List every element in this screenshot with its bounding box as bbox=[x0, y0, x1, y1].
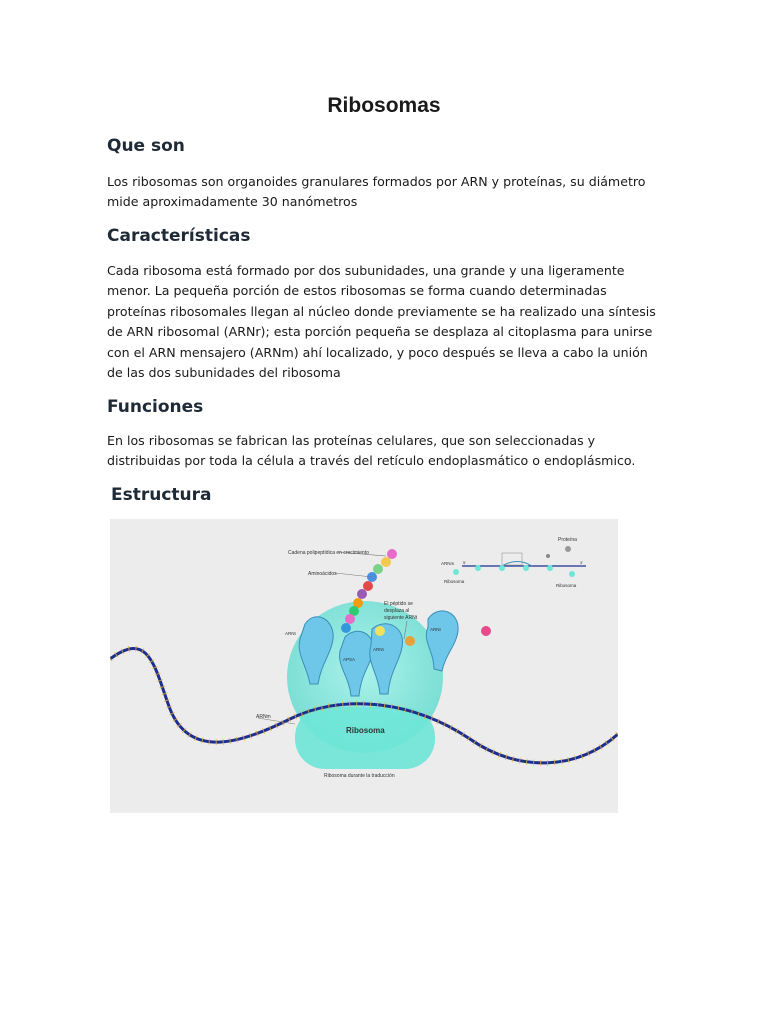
heading-funciones: Funciones bbox=[107, 397, 204, 417]
heading-que-son: Que son bbox=[107, 136, 185, 156]
figure-caption: Ribosoma durante la traducción bbox=[324, 773, 395, 779]
label-arnt-mid: ARNt bbox=[373, 647, 384, 652]
inset-ribosoma-1: Ribosoma bbox=[444, 579, 465, 584]
label-arnt-right: ARNt bbox=[430, 627, 441, 632]
label-arnt-a: APSA bbox=[343, 657, 356, 662]
page-title: Ribosomas bbox=[327, 94, 441, 117]
inset-arnm: ARNm bbox=[441, 561, 455, 566]
inset-ribosoma-2: Ribosoma bbox=[556, 583, 577, 588]
label-peptido-3: siguiente ARNt bbox=[384, 615, 418, 621]
small-subunit bbox=[295, 707, 435, 769]
label-arnm: ARNm bbox=[256, 714, 271, 720]
ribosome-diagram bbox=[110, 519, 618, 813]
heading-estructura: Estructura bbox=[111, 485, 212, 505]
inset-proteina: Proteína bbox=[558, 537, 577, 543]
ribosome-figure bbox=[110, 519, 618, 813]
label-aminoacidos: Aminoácidos bbox=[308, 571, 337, 577]
inset-three-prime: 3' bbox=[580, 560, 583, 565]
label-arnt-left: ARNt bbox=[285, 631, 296, 636]
paragraph-caracteristicas: Cada ribosoma está formado por dos subunidades, una grande y una ligeramente menor. La pequeña porción de estos ribosomas se forma cuando determinadas proteínas ribosomales llegan al núcleo donde previamente se ha realizado una síntesis de ARN ribosomal (ARNr); esta porción pequeña se desplaza al citoplasma para unirse con el ARN mensajero (ARNm) ahí localizado, y poco después se lleva a cabo la unión de las dos subunidades del ribosoma bbox=[107, 263, 656, 381]
label-cadena: Cadena polipeptídica en crecimiento bbox=[288, 550, 369, 556]
label-peptido-1: El péptido se bbox=[384, 601, 413, 607]
heading-caracteristicas: Características bbox=[107, 226, 251, 246]
label-peptido-2: desplaza al bbox=[384, 608, 410, 614]
label-ribosoma: Ribosoma bbox=[346, 726, 385, 735]
paragraph-que-son: Los ribosomas son organoides granulares formados por ARN y proteínas, su diámetro mide aproximadamente 30 nanómetros bbox=[107, 174, 646, 210]
paragraph-funciones: En los ribosomas se fabrican las proteínas celulares, que son seleccionadas y distribuidas por toda la célula a través del retículo endoplasmático o endoplásmico. bbox=[107, 433, 636, 469]
inset-five-prime: 5' bbox=[463, 560, 466, 565]
inset-diagram bbox=[441, 537, 586, 588]
